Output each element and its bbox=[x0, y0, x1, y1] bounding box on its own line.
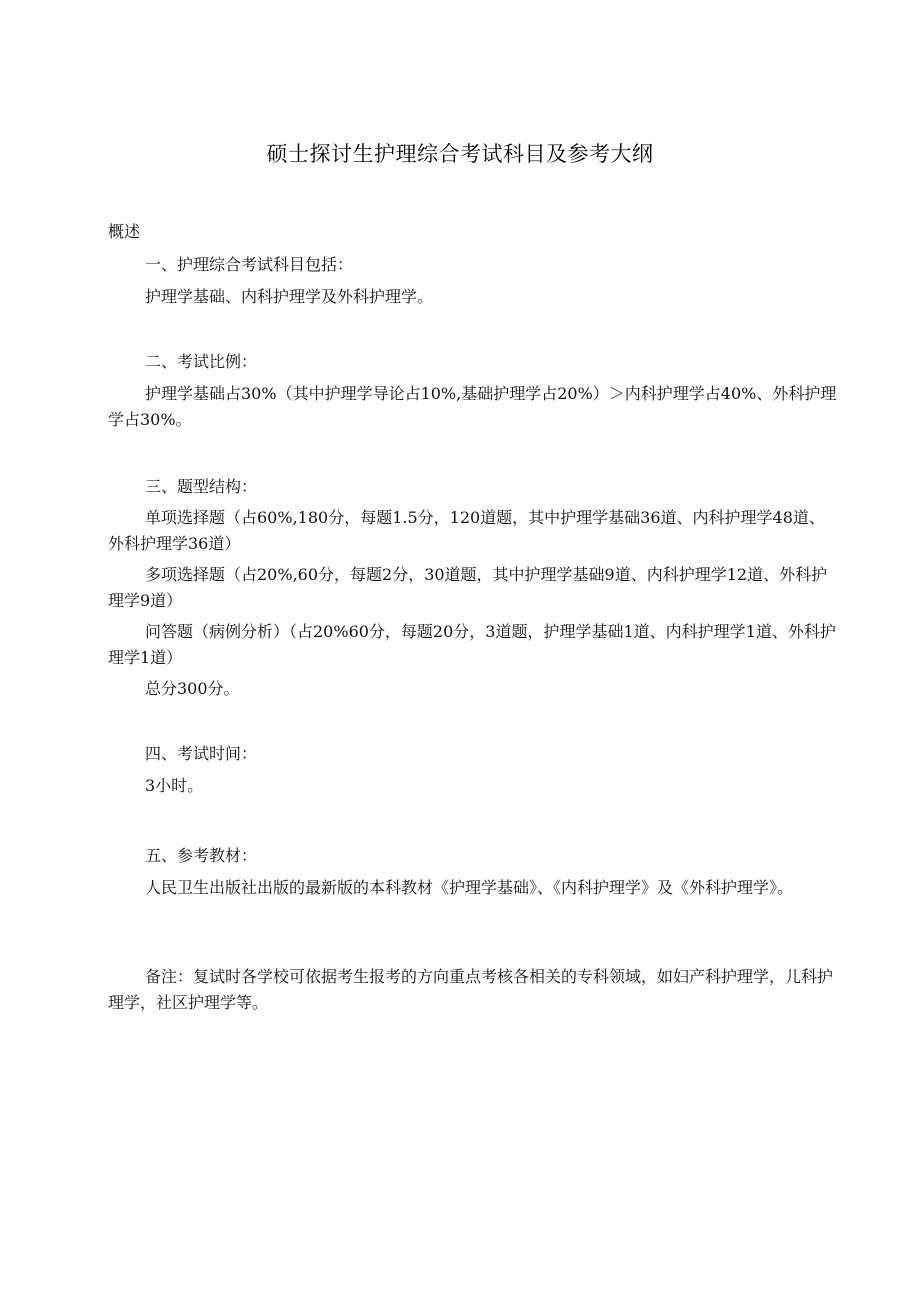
section-1-body: 护理学基础、内科护理学及外科护理学。 bbox=[145, 287, 434, 306]
section-4-heading: 四、考试时间： bbox=[145, 744, 258, 763]
overview-heading bbox=[108, 219, 838, 245]
section-5-heading: 五、参考教材： bbox=[145, 846, 258, 865]
section-2-body: 护理学基础占30%（其中护理学导论占10%,基础护理学占20%）＞内科护理学占40%、外科护理学占30%。 bbox=[108, 384, 837, 429]
section-5-body-block bbox=[108, 875, 838, 901]
section-3 bbox=[108, 474, 838, 500]
section-2-heading: 二、考试比例： bbox=[145, 352, 258, 371]
note-text: 备注：复试时各学校可依据考生报考的方向重点考核各相关的专科领域，如妇产科护理学，儿科护理学，社区护理学等。 bbox=[108, 967, 834, 1012]
section-3-item-essay: 问答题（病例分析）（占20%60分，每题20分，3道题，护理学基础1道、内科护理学1道、外科护理学1道） bbox=[108, 622, 836, 667]
section-5 bbox=[108, 843, 838, 869]
section-2 bbox=[108, 349, 838, 375]
section-3-item-multi-choice: 多项选择题（占20%,60分，每题2分，30道题，其中护理学基础9道、内科护理学12道、外科护理学9道） bbox=[108, 565, 828, 610]
section-3-total: 总分300分。 bbox=[145, 679, 240, 698]
section-4-body-block bbox=[108, 773, 838, 799]
section-3-item-3-block bbox=[108, 619, 838, 671]
section-1 bbox=[108, 252, 838, 278]
section-1-body-block bbox=[108, 284, 838, 310]
section-1-heading: 一、护理综合考试科目包括： bbox=[145, 255, 354, 274]
overview-label: 概述 bbox=[108, 222, 141, 241]
section-4 bbox=[108, 741, 838, 767]
section-3-total-block bbox=[108, 676, 838, 702]
section-2-body-block bbox=[108, 381, 838, 433]
section-3-heading: 三、题型结构： bbox=[145, 477, 258, 496]
document-title: 硕士探讨生护理综合考试科目及参考大纲 bbox=[266, 142, 654, 166]
section-3-item-2-block bbox=[108, 562, 838, 614]
section-5-body: 人民卫生出版社出版的最新版的本科教材《护理学基础》、《内科护理学》及《外科护理学》。 bbox=[145, 878, 794, 897]
note-block bbox=[108, 964, 838, 1016]
section-3-item-1-block bbox=[108, 505, 838, 557]
section-3-item-single-choice: 单项选择题（占60%,180分，每题1.5分，120道题，其中护理学基础36道、内科护理学48道、外科护理学36道） bbox=[108, 508, 825, 553]
section-4-body: 3小时。 bbox=[145, 776, 204, 795]
